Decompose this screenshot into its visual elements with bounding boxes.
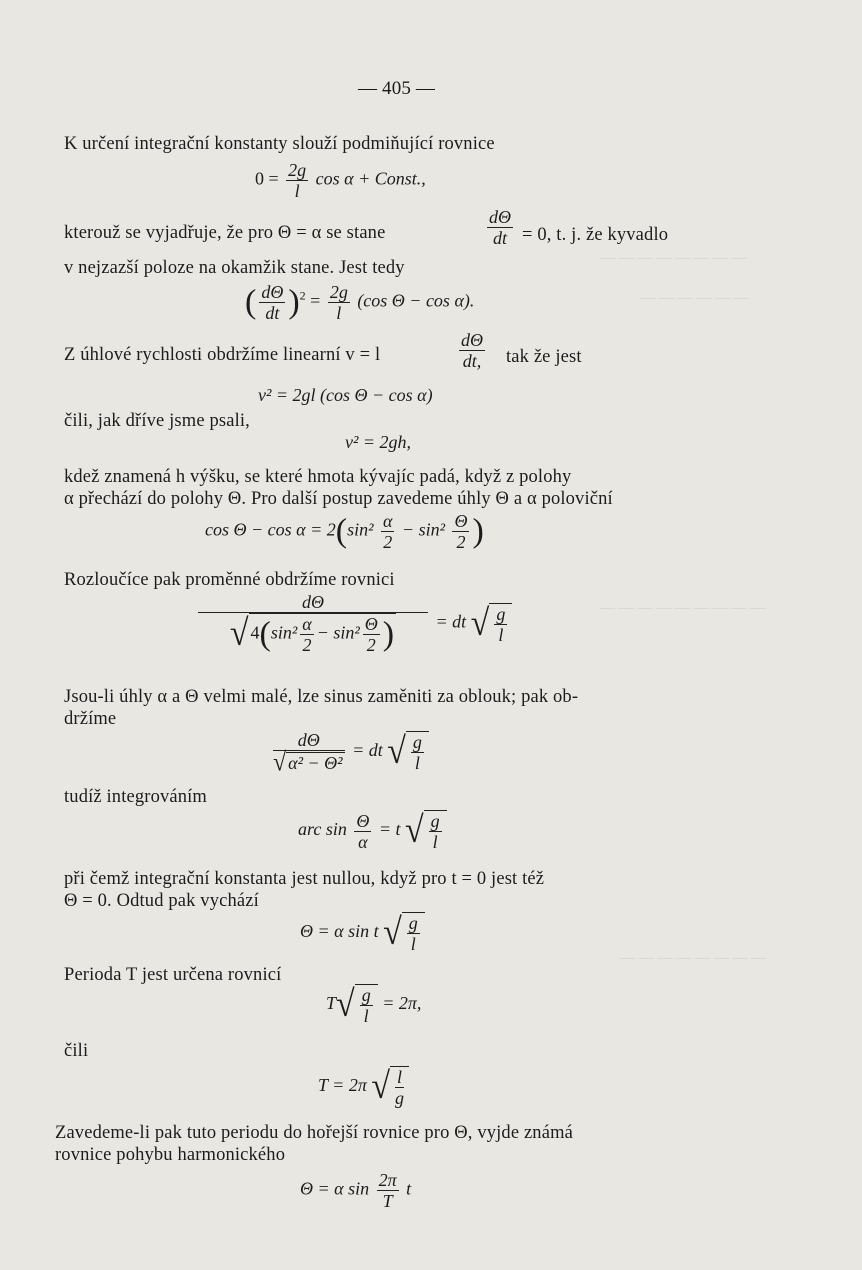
equation-solution: Θ = α sin t √ $\frac{g}{l}$ <box>300 912 425 954</box>
paragraph-text: kdež znamená h výšku, se které hmota kývajíc padá, když z polohy <box>64 467 572 487</box>
paragraph-text: tak že jest <box>506 347 582 367</box>
equation-arcsin: arc sin $\frac{\Theta}{\alpha}$ = t √ $\frac{g}{l}$ <box>298 810 447 852</box>
paragraph-text: kterouž se vyjadřuje, že pro Θ = α se stane <box>64 223 386 243</box>
paragraph-text: Jsou-li úhly α a Θ velmi malé, lze sinus zaměniti za oblouk; pak ob- <box>64 687 579 707</box>
paragraph-text: Perioda T jest určena rovnicí <box>64 965 282 985</box>
equation-period: T = 2π √ $\frac{l}{g}$ <box>318 1066 409 1108</box>
paragraph-text: α přechází do polohy Θ. Pro další postup zavedeme úhly Θ a α poloviční <box>64 489 613 509</box>
paragraph-text: držíme <box>64 709 117 729</box>
paragraph-text: tudíž integrováním <box>64 787 207 807</box>
fraction-dtheta-dt: $\frac{d\Theta}{dt,}$ <box>461 330 483 371</box>
equation-energy: v² = 2gh, <box>345 432 412 452</box>
equation-separated-variables: dΘ √ 4(sin² $\frac{\alpha}{2}$ − sin² $\frac{\Theta}{2}$ ) = dt √ $\frac{g}{l}$ <box>195 592 512 655</box>
paragraph-text: čili <box>64 1041 89 1061</box>
paragraph-text: Θ = 0. Odtud pak vychází <box>64 891 259 911</box>
equation-period-condition: T√ $\frac{g}{l}$ = 2π, <box>326 984 422 1026</box>
bleed-through-text: — — — — — — <box>640 290 749 306</box>
paragraph-text: Z úhlové rychlosti obdržíme linearní v = l <box>64 345 381 365</box>
fraction-dtheta-dt: $\frac{d\Theta}{dt}$ <box>489 207 511 248</box>
paragraph-text: čili, jak dříve jsme psali, <box>64 411 250 431</box>
paragraph-text: = 0, t. j. že kyvadlo <box>522 225 669 245</box>
paragraph-text: K určení integrační konstanty slouží podmiňující rovnice <box>64 134 495 154</box>
bleed-through-text: — — — — — — — — — <box>600 600 765 616</box>
paragraph-text: při čemž integrační konstanta jest nullou, když pro t = 0 jest též <box>64 869 545 889</box>
equation-velocity-squared: v² = 2gl (cos Θ − cos α) <box>258 385 433 405</box>
paragraph-text: Rozloučíce pak proměnné obdržíme rovnici <box>64 570 395 590</box>
bleed-through-text: — — — — — — — — <box>600 250 747 266</box>
equation-small-angle: $\frac{d\Theta}{\text{√ α² − Θ²}}$ = dt √ $\frac{g}{l}$ <box>270 730 429 773</box>
paragraph-text: rovnice pohybu harmonického <box>55 1145 286 1165</box>
paragraph-text: v nejzazší poloze na okamžik stane. Jest tedy <box>64 258 405 278</box>
equation-boundary-condition: 0 = $\frac{2g}{l}$ cos α + Const., <box>255 160 426 201</box>
equation-harmonic-motion: Θ = α sin $\frac{2\pi}{T}$ t <box>300 1170 412 1211</box>
page-number: — 405 — <box>358 78 436 99</box>
equation-angular-velocity-squared: ( $\frac{d\Theta}{dt}$ )$^2$ = $\frac{2g}{l}$ (cos Θ − cos α). <box>245 282 475 323</box>
paragraph-text: Zavedeme-li pak tuto periodu do hořejší rovnice pro Θ, vyjde známá <box>55 1123 573 1143</box>
equation-half-angle-identity: cos Θ − cos α = 2(sin² $\frac{\alpha}{2}$ − sin² $\frac{\Theta}{2}$ ) <box>205 511 484 552</box>
bleed-through-text: — — — — — — — — <box>620 950 767 966</box>
